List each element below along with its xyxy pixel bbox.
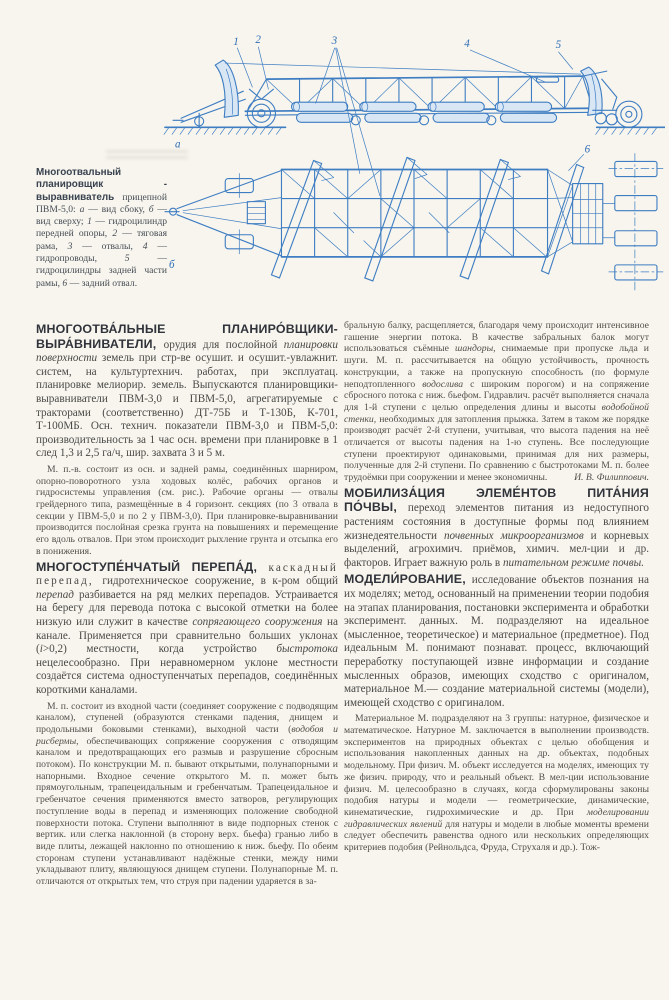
text-run: гидротехническое сооружение, в к-ром общий — [102, 575, 339, 588]
caption-run: а — [79, 203, 85, 215]
figure-label-6: 6 — [584, 143, 591, 156]
top-view — [165, 143, 663, 290]
text-run: для натуры и модели в любые моменты времени следует обеспечить равенства одного или нескольких определяющих критериев подобия (Рейнольдса, Фруда, Струхаля и др.). Тож- — [344, 818, 649, 854]
text-run: моделировании гидравлических явлений — [344, 806, 649, 830]
text-run: >0,2) местности, когда устройство — [42, 643, 277, 656]
entry-headword: МНОГООТВА́ЛЬНЫЕ ПЛАНИРО́ВЩИКИ-ВЫРА́ВНИВАТЕЛИ, — [36, 322, 338, 351]
paragraph — [344, 713, 649, 853]
text-run: водослива — [422, 378, 471, 390]
author-signature: И. В. Филиппович. — [574, 472, 649, 484]
encyclopedia-entry — [36, 561, 338, 698]
text-run: переход элементов питания из недоступного растениям состояния в доступные формы под влиянием жизнедеятельности — [344, 502, 649, 542]
text-run: почвенных микроорганизмов — [443, 529, 591, 542]
caption-run: — гидропроводы, — [36, 240, 168, 265]
caption-run: 6 — [62, 277, 68, 289]
figure-label-5: 5 — [555, 39, 562, 52]
text-run: необходимых для затопления прыжка. Затем в таком же порядке производят расчёт 2-й ступени, учитывая, что высота падения на неё отличается от высоты падения на 1-ю ступень. Все последующие ступени проектируют одинаковыми, принимая для них размеры, полученные для 2-й ступени. По сравнению с быстротоками М. п. более трудоёмки при сооружении и менее экономичны. — [344, 413, 649, 484]
caption-run: — гидроцилиндры задней части рамы, — [36, 253, 167, 289]
entry-headword: МОБИЛИЗА́ЦИЯ ЭЛЕМЕ́НТОВ ПИТА́НИЯ ПО́ЧВЫ, — [344, 485, 649, 515]
caption-run: — отвалы, — [72, 240, 143, 252]
figure-label-1: 1 — [233, 36, 239, 49]
paragraph — [36, 464, 338, 558]
text-run: М. п.-в. состоит из осн. и задней рамы, соединённых шарниром, опорно-поворотного узла ходовых колёс, рабочих органов и гидросистемы управления (см. рис.). Рабочие органы — отвалы грейдерного типа, размещённые в 4 горизонт. секциях (по 3 отвала в секции у ПВМ-5,0 и по 2 у ПВМ-3,0). При планировке-выравнивании производится послойная срезка грунта на повышениях и перемещение его вдоль отвалов. При этом происходит рыхление грунта и отсыпка его в понижения. — [36, 463, 338, 557]
text-run: исследование объектов познания на их моделях; метод, основанный на применении теории подобия на этапах планирования, постановки эксперимента и обработки эксперимент. данных. М. подразделяют на идеальное (мысленное, теоретическое) и материальное (предметное). Под идеальным М. понимают познават. процесс, включающий переработку поступающей извне информации и создание мысленных образов, имеющих сходство с оригиналом, материальное М.— создание материальной системы (модели), имеющей сходство с оригиналом. — [344, 574, 649, 709]
text-run: разбивается на ряд мелких перепадов. Устраивается на берегу для перевода потока с высокой отметки на более низкую или служит в качестве — [36, 588, 338, 628]
text-run: быстротока — [276, 643, 338, 656]
text-run: водобойной стенки, — [344, 401, 649, 425]
caption-run: — вид сбоку, — [84, 203, 149, 215]
text-run: земель при стр-ве осушит. и осушит.-увлажнит. систем, на культуртехнич. работах, при эксплуатац. планировке мелиорир. земель. Выпускаются планировщики-выравниватели ПВМ-3,0 и ПВМ-5,0, агрегатируемые с тракторами (соответственно) ДТ-75Б и Т-130Б, К-701, Т-100МБ. Осн. технич. показатели ПВМ-3,0 и ПВМ-5,0: производительность за 1 час осн. времени при планировке в 1 след 1,3 и 2,5 га/ч, шир. захвата 3 и 5 м. — [36, 352, 338, 460]
paragraph — [344, 320, 649, 484]
text-run: i — [39, 643, 43, 656]
text-run: водобоя и рисбермы, — [36, 723, 339, 747]
encyclopedia-entry — [36, 323, 338, 461]
paragraph — [36, 701, 338, 888]
text-run: сопрягающего сооружения — [192, 615, 328, 628]
caption-run: 2 — [112, 228, 118, 240]
text-run: орудия для послойной — [163, 338, 284, 351]
text-run: снимаемые при пропуске льда и шуги. М. п. рассчитывается на общую устойчивость, прочность конструкции, а также на пропускную способность (по формуле неподтопленного — [344, 343, 649, 390]
text-run: питательном режиме почвы. — [502, 556, 644, 569]
caption-run: 4 — [142, 240, 148, 252]
text-run: Материальное М. подразделяют на 3 группы: натурное, физическое и математическое. Натурное М. заключается в выполнении производств. экспериментов на природных объектах с целью обобщения и использования накопленных данных на др. объектах, подобных модельному. При физич. М. объект исследуется на моделях, имеющих ту же физич. природу, что и реальный объект. В мел-ции использование физич. М. целесообразно в случаях, когда сформулированы законы подобия натуры и модели — геометрические, динамические, кинематические, гидрохимические и др. При — [344, 713, 649, 818]
figure-label-a: а — [175, 138, 181, 151]
caption-run: 1 — [87, 216, 92, 228]
figure-label-2: 2 — [255, 33, 261, 46]
text-run: на канале. Применяется при сравнительно больших уклонах ( — [36, 615, 338, 656]
caption-run: — вид сверху; — [36, 203, 167, 228]
caption-run: — гидроцилиндр передней опоры, — [36, 216, 167, 240]
text-run: и корневых выделений, агрохимич. приёмов, химич. мел-ции и др. факторов. Играет важную роль в — [344, 529, 649, 569]
entry-headword: МОДЕЛИ́РОВАНИЕ, — [344, 572, 472, 587]
text-run: шандоры, — [455, 343, 502, 355]
text-run: нецелесообразно. При неравномерном уклоне местности создаётся система одноступенчатых перепадов, соединённых короткими каналами. — [36, 656, 338, 696]
caption-run: 5 — [124, 253, 130, 265]
caption-run: б — [148, 203, 154, 215]
figure-caption — [36, 167, 167, 290]
entry-headword: МНОГОСТУПЕ́НЧАТЫЙ ПЕРЕПА́Д, — [36, 559, 269, 574]
text-run: планировки поверхности — [36, 338, 339, 365]
text-run: обеспечивающих сопряжение сооружения с отводящим каналом и предотвращающих его размыв и разрушение сбросным потоком). По конструкции М. п. бывают открытыми, полунапорными и напорными. Входное сечение открытого М. п. может быть прямоугольным, трапецеидальным и гребенчатым. Трапецеидальное и гребенчатое сечения применяются вместо затворов, регулирующих поступление воды в перепад и изменяющих положение свободной поверхности потока. Ступени выполняют в виде подпорных стенок с вертик. или слегка наклонной (в сторону верх. бьефа) гранью либо в виде плиты, лежащей наклонно по отношению к ниж. бьефу. По обеим сторонам ступени устанавливают надёжные стенки, между ними укладывают плиту, являющуюся днищем ступени. Полунапорные М. п. отличаются от открытых тем, что струя при падении ударяется в за- — [36, 735, 338, 888]
caption-run: 3 — [67, 240, 73, 252]
article-column-left — [36, 320, 338, 891]
caption-run: — задний отвал. — [67, 277, 138, 289]
caption-run: прицепной ПВМ-5,0: — [36, 191, 167, 215]
figure-label-b: б — [169, 258, 175, 271]
machine-diagram — [163, 26, 665, 314]
figure-label-3: 3 — [331, 34, 338, 47]
encyclopedia-entry — [344, 487, 649, 571]
encyclopedia-entry — [344, 573, 649, 710]
caption-run: — тяговая рама, — [36, 228, 167, 252]
text-run: бральную балку, расщепляется, благодаря чему происходит интенсивное гашение энергии потока. В качестве забральных балок могут использоваться съёмные — [344, 320, 649, 355]
caption-lead: Многоотвальный планировщик - выравниватель — [36, 167, 167, 203]
text-run: с широким порогом) и на сопряжение сбросного потока с ниж. бьефом. Гидравлич. расчёт выполняется сначала для 1-й ступени с целью определения длины и высоты — [344, 378, 650, 413]
figure-label-4: 4 — [464, 38, 470, 51]
text-run: перепад — [36, 588, 79, 601]
article-column-right — [344, 320, 649, 857]
text-run: каскадный перепад, — [36, 561, 338, 588]
text-run: М. п. состоит из входной части (соединяет сооружение с подводящим каналом), ступеней (образуются стенками падения, днищем и продольными боковыми стенками), выходной части ( — [36, 700, 338, 735]
